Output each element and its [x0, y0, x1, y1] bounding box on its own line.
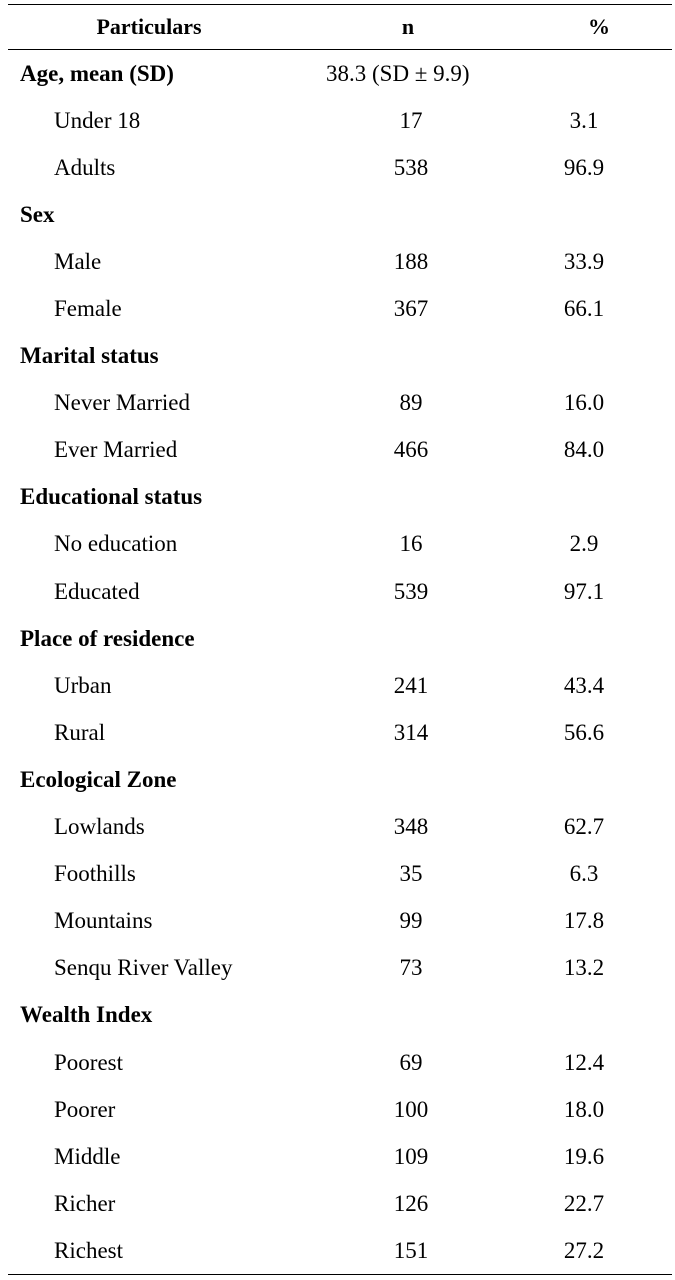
table-row	[8, 97, 672, 144]
row-label: Lowlands	[54, 814, 145, 840]
row-pct: 43.4	[563, 672, 605, 698]
row-label: Female	[54, 296, 122, 322]
table-row	[8, 238, 672, 285]
table-row	[8, 427, 672, 474]
table-row	[8, 1133, 672, 1180]
row-n: 17	[399, 107, 423, 133]
row-n: 16	[399, 531, 423, 557]
table-row	[8, 1086, 672, 1133]
row-n: 188	[393, 248, 429, 274]
table-row	[8, 380, 672, 427]
row-pct: 96.9	[563, 154, 605, 180]
row-pct: 62.7	[563, 814, 605, 840]
table-row	[8, 804, 672, 851]
row-label: Rural	[54, 719, 106, 745]
row-n: 100	[393, 1096, 429, 1122]
row-n: 367	[393, 296, 429, 322]
table-row	[8, 898, 672, 945]
row-n: 109	[393, 1143, 429, 1169]
row-label: Never Married	[54, 390, 191, 416]
table-row	[8, 1227, 672, 1274]
row-n: 35	[399, 861, 423, 887]
table-row	[8, 285, 672, 332]
table-section-row	[8, 333, 672, 380]
row-pct: 16.0	[563, 390, 605, 416]
row-label: Wealth Index	[20, 1002, 153, 1028]
row-label: Under 18	[54, 107, 141, 133]
table-body	[8, 97, 672, 1274]
row-label: Mountains	[54, 908, 153, 934]
row-label: Poorest	[54, 1049, 123, 1075]
row-pct: 18.0	[563, 1096, 605, 1122]
table-row	[8, 144, 672, 191]
table-row	[8, 1180, 672, 1227]
row-pct: 12.4	[563, 1049, 605, 1075]
row-label: Foothills	[54, 861, 136, 887]
row-label: Marital status	[20, 343, 159, 369]
row-pct: 17.8	[563, 908, 605, 934]
row-n: 348	[393, 814, 429, 840]
row-pct: 27.2	[563, 1237, 605, 1263]
row-label: Senqu River Valley	[54, 955, 233, 981]
row-label: No education	[54, 531, 178, 557]
row-pct: 33.9	[563, 248, 605, 274]
row-n: 241	[393, 672, 429, 698]
row-n: 466	[393, 437, 429, 463]
row-label: Sex	[20, 201, 55, 227]
row-label: Ecological Zone	[20, 766, 177, 792]
row-n: 151	[393, 1237, 429, 1263]
table-header-row	[8, 5, 672, 49]
table-bottom-rule	[8, 1274, 672, 1275]
demographics-table	[8, 2, 672, 1275]
row-label: Richer	[54, 1190, 116, 1216]
row-pct: 6.3	[569, 861, 599, 887]
row-label: Urban	[54, 672, 112, 698]
table-section-row	[8, 191, 672, 238]
table-row	[8, 709, 672, 756]
row-pct: 84.0	[563, 437, 605, 463]
row-label: Male	[54, 248, 102, 274]
table-section-row	[8, 992, 672, 1039]
row-n: 538	[393, 154, 429, 180]
row-label: Educational status	[20, 484, 203, 510]
table-row	[8, 568, 672, 615]
row-label: Educated	[54, 578, 140, 604]
row-label: Place of residence	[20, 625, 195, 651]
row-n: 99	[399, 908, 423, 934]
row-pct: 56.6	[563, 719, 605, 745]
table-row	[8, 945, 672, 992]
row-label: Age, mean (SD)	[20, 60, 174, 86]
row-pct: 19.6	[563, 1143, 605, 1169]
table-row	[8, 851, 672, 898]
row-pct: 22.7	[563, 1190, 605, 1216]
row-n: 314	[393, 719, 429, 745]
table-row	[8, 1039, 672, 1086]
row-n: 73	[399, 955, 423, 981]
row-pct: 97.1	[563, 578, 605, 604]
row-pct: 2.9	[569, 531, 599, 557]
header-n: n	[401, 14, 415, 39]
table-section-row	[8, 615, 672, 662]
row-label: Middle	[54, 1143, 121, 1169]
header-percent: %	[588, 14, 610, 39]
table-row-age	[8, 50, 672, 97]
table-section-row	[8, 756, 672, 803]
table-row	[8, 662, 672, 709]
row-n: 69	[399, 1049, 423, 1075]
row-n: 126	[393, 1190, 429, 1216]
row-pct: 3.1	[569, 107, 599, 133]
row-pct: 66.1	[563, 296, 605, 322]
row-label: Ever Married	[54, 437, 178, 463]
table-section-row	[8, 474, 672, 521]
row-label: Richest	[54, 1237, 123, 1263]
table-row	[8, 521, 672, 568]
header-particulars: Particulars	[96, 14, 202, 39]
row-n: 539	[393, 578, 429, 604]
age-mean-value: 38.3 (SD ± 9.9)	[326, 60, 470, 86]
row-n: 89	[399, 390, 423, 416]
row-pct: 13.2	[563, 955, 605, 981]
row-label: Poorer	[54, 1096, 116, 1122]
row-label: Adults	[54, 154, 116, 180]
